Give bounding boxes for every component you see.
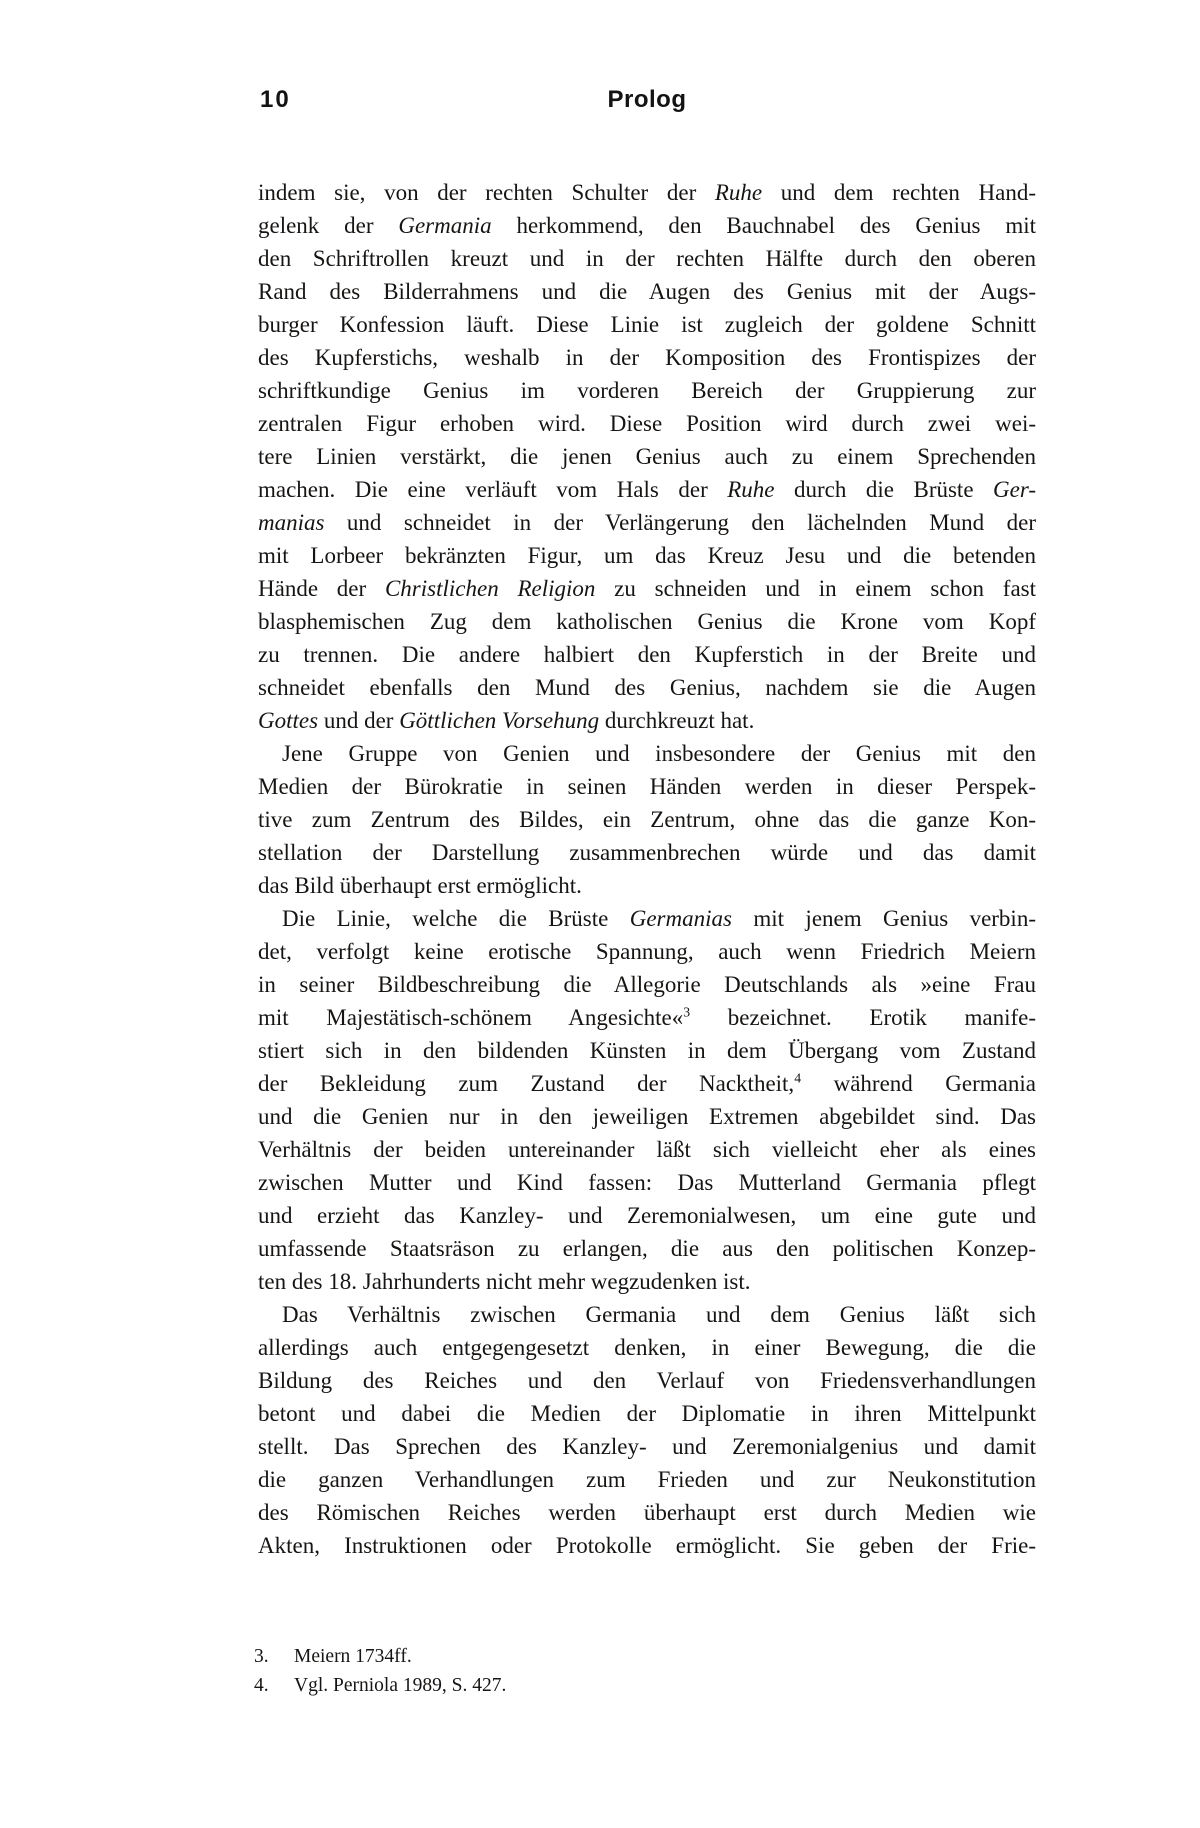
text-line: das Bild überhaupt erst ermöglicht. [258,873,582,898]
footnote-text: Meiern 1734ff. [294,1646,412,1667]
footnote-text: Vgl. Perniola 1989, S. 427. [294,1675,507,1696]
text-line: blasphemischen Zug dem katholischen Genius die Krone vom Kopf [258,609,1036,634]
footnote-marker: 4. [254,1675,269,1696]
italic-text: Göttlichen Vorsehung [399,708,600,733]
italic-text: Ruhe [727,477,775,502]
text-line: machen. Die eine verläuft vom Hals der Ruhe durch die Brüste Ger- [258,477,1036,502]
running-head: Prolog [607,86,687,113]
text-line: burger Konfession läuft. Diese Linie ist zugleich der goldene Schnitt [258,312,1036,337]
text-line: indem sie, von der rechten Schulter der Ruhe und dem rechten Hand- [258,180,1036,205]
italic-text: Germanias [629,906,732,931]
text-line: Rand des Bilderrahmens und die Augen des Genius mit der Augs- [258,279,1036,304]
paragraph [258,176,1036,737]
text-line: Verhältnis der beiden untereinander läßt sich vielleicht eher als eines [258,1137,1036,1162]
text-line: schriftkundige Genius im vorderen Bereich der Gruppierung zur [258,378,1036,403]
text-line: allerdings auch entgegengesetzt denken, in einer Bewegung, die die [258,1335,1036,1360]
page-header [258,86,1036,116]
page-number: 10 [260,86,291,113]
italic-text: manias [258,510,325,535]
footnote-reference: 3 [683,1004,691,1020]
text-line: manias und schneidet in der Verlängerung den lächelnden Mund der [258,510,1036,535]
text-line: Medien der Bürokratie in seinen Händen werden in dieser Perspek- [258,774,1036,799]
text-line: mit Lorbeer bekränzten Figur, um das Kreuz Jesu und die betenden [258,543,1036,568]
text-line: Bildung des Reiches und den Verlauf von Friedensverhandlungen [258,1368,1036,1393]
text-line: stiert sich in den bildenden Künsten in dem Übergang vom Zustand [258,1038,1036,1063]
text-line: des Kupferstichs, weshalb in der Komposition des Frontispizes der [258,345,1036,370]
paragraph [258,1298,1036,1562]
footnote-reference: 4 [794,1070,802,1086]
italic-text: Ger- [993,477,1036,502]
text-line: stellt. Das Sprechen des Kanzley- und Zeremonialgenius und damit [258,1434,1036,1459]
text-line: Die Linie, welche die Brüste Germanias mit jenem Genius verbin- [282,906,1036,931]
italic-text: Germania [398,213,492,238]
text-line: und erzieht das Kanzley- und Zeremonialwesen, um eine gute und [258,1203,1036,1228]
footnote-marker: 3. [254,1646,269,1667]
text-line: umfassende Staatsräson zu erlangen, die aus den politischen Konzep- [258,1236,1036,1261]
text-line: und die Genien nur in den jeweiligen Extremen abgebildet sind. Das [258,1104,1036,1129]
text-line: zwischen Mutter und Kind fassen: Das Mutterland Germania pflegt [258,1170,1036,1195]
footnote [254,1642,1032,1671]
text-line: zentralen Figur erhoben wird. Diese Position wird durch zwei wei- [258,411,1036,436]
italic-text: Ruhe [714,180,763,205]
text-line: Das Verhältnis zwischen Germania und dem Genius läßt sich [282,1302,1036,1327]
italic-text: Christlichen Religion [384,576,596,601]
text-line: ten des 18. Jahrhunderts nicht mehr wegzudenken ist. [258,1269,751,1294]
text-line: Akten, Instruktionen oder Protokolle ermöglicht. Sie geben der Frie- [258,1533,1036,1558]
text-line: mit Majestätisch-schönem Angesichte«$^3$ bezeichnet. Erotik manife- [258,1004,1037,1030]
text-line: Hände der Christlichen Religion zu schneiden und in einem schon fast [258,576,1036,601]
text-line: den Schriftrollen kreuzt und in der rechten Hälfte durch den oberen [258,246,1036,271]
text-line: des Römischen Reiches werden überhaupt erst durch Medien wie [258,1500,1036,1525]
text-line: tere Linien verstärkt, die jenen Genius auch zu einem Sprechenden [258,444,1036,469]
paragraph [258,902,1036,1298]
text-line: tive zum Zentrum des Bildes, ein Zentrum, ohne das die ganze Kon- [258,807,1036,832]
text-line: det, verfolgt keine erotische Spannung, auch wenn Friedrich Meiern [258,939,1036,964]
text-line: betont und dabei die Medien der Diplomatie in ihren Mittelpunkt [258,1401,1036,1426]
italic-text: Gottes [258,708,319,733]
text-line: Gottes und der Göttlichen Vorsehung durchkreuzt hat. [258,708,755,733]
footnotes-block [254,1642,1032,1700]
text-line: gelenk der Germania herkommend, den Bauchnabel des Genius mit [258,213,1036,238]
text-line: zu trennen. Die andere halbiert den Kupferstich in der Breite und [258,642,1036,667]
text-line: in seiner Bildbeschreibung die Allegorie Deutschlands als »eine Frau [258,972,1036,997]
text-line: die ganzen Verhandlungen zum Frieden und zur Neukonstitution [258,1467,1036,1492]
text-block [258,176,1036,1562]
text-line: Jene Gruppe von Genien und insbesondere der Genius mit den [282,741,1036,766]
paragraph [258,737,1036,902]
text-line: stellation der Darstellung zusammenbrechen würde und das damit [258,840,1036,865]
text-line: schneidet ebenfalls den Mund des Genius, nachdem sie die Augen [258,675,1036,700]
text-line: der Bekleidung zum Zustand der Nacktheit,$^4$ während Germania [258,1070,1036,1096]
footnote [254,1671,1032,1700]
